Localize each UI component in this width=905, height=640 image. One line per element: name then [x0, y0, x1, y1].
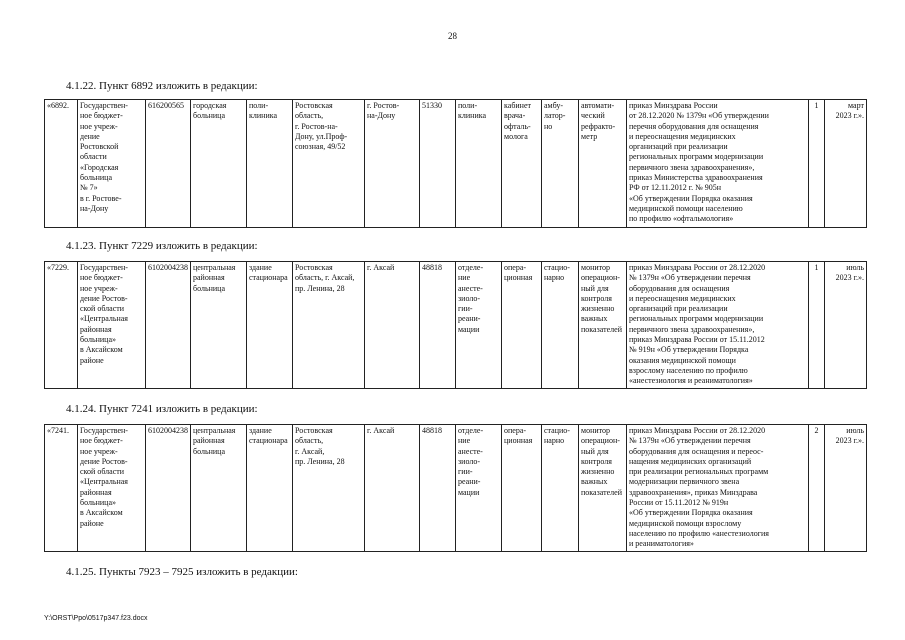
room: опера- ционная — [502, 262, 542, 389]
okato-code: 48818 — [420, 425, 456, 552]
quantity: 1 — [809, 100, 825, 228]
building: здание стационара — [247, 262, 293, 389]
organization-name: Государствен- ное бюджет- ное учреж- дение Ростовской области «Городская больница № 7» в г. Ростове- на-Дону — [78, 100, 146, 228]
delivery-date: июль 2023 г.». — [825, 262, 867, 389]
delivery-date: июль 2023 г.». — [825, 425, 867, 552]
quantity: 2 — [809, 425, 825, 552]
section-title-7229: 4.1.23. Пункт 7229 изложить в редакции: — [66, 240, 258, 252]
address: Ростовская область, г. Аксай, пр. Ленина, 28 — [293, 425, 365, 552]
care-form: амбу- латор- но — [542, 100, 579, 228]
locality: г. Аксай — [365, 262, 420, 389]
org-code: 6102004238 — [146, 425, 191, 552]
room: кабинет врача- офталь- молога — [502, 100, 542, 228]
department: отделе- ние анесте- зиоло- гии- реани- мации — [456, 262, 502, 389]
locality: г. Ростов- на-Дону — [365, 100, 420, 228]
page-number: 28 — [448, 31, 457, 41]
locality: г. Аксай — [365, 425, 420, 552]
facility-type: центральная районная больница — [191, 425, 247, 552]
delivery-date: март 2023 г.». — [825, 100, 867, 228]
equipment: монитор операцион- ный для контроля жизненно важных показателей — [579, 262, 627, 389]
item-number: «7229. — [45, 262, 78, 389]
equipment: автомати- ческий рефракто- метр — [579, 100, 627, 228]
section-title-7241: 4.1.24. Пункт 7241 изложить в редакции: — [66, 403, 258, 415]
care-form: стацио- нарно — [542, 262, 579, 389]
equipment: монитор операцион- ный для контроля жизненно важных показателей — [579, 425, 627, 552]
building: здание стационара — [247, 425, 293, 552]
okato-code: 48818 — [420, 262, 456, 389]
legal-basis: приказ Минздрава России от 28.12.2020 № 1379н «Об утверждении перечня оборудования для оснащения и переос- нащения медицинских организаций при реализации региональных программ модернизации первичного звена здравоохранения», приказ Минздрава России от 15.11.2012 № 919н «Об утверждении Порядка оказания медицинской помощи взрослому населению по профилю «анестезиология и реаниматология» — [627, 425, 809, 552]
facility-type: городская больница — [191, 100, 247, 228]
organization-name: Государствен- ное бюджет- ное учреж- дение Ростов- ской области «Центральная районная больница» в Аксайском районе — [78, 262, 146, 389]
address: Ростовская область, г. Ростов-на- Дону, ул.Проф- союзная, 49/52 — [293, 100, 365, 228]
address: Ростовская область, г. Аксай, пр. Ленина, 28 — [293, 262, 365, 389]
legal-basis: приказ Минздрава России от 28.12.2020 № 1379н «Об утверждении перечня оборудования для оснащения и переоснащения медицинских организаций при реализации региональных программ модернизации первичного звена здравоохранения», приказ Минздрава России от 15.11.2012 № 919н «Об утверждении Порядка оказания медицинской помощи взрослому населению по профилю «анестезиология и реаниматология» — [627, 262, 809, 389]
org-code: 6102004238 — [146, 262, 191, 389]
table-row — [45, 425, 867, 552]
department: отделе- ние анесте- зиоло- гии- реани- мации — [456, 425, 502, 552]
care-form: стацио- нарно — [542, 425, 579, 552]
organization-name: Государствен- ное бюджет- ное учреж- дение Ростов- ской области «Центральная районная больница» в Аксайском районе — [78, 425, 146, 552]
legal-basis: приказ Минздрава России от 28.12.2020 № 1379н «Об утверждении перечня оборудования для оснащения и переоснащения медицинских организаций при реализации региональных программ модернизации первичного звена здравоохранения», приказ Министерства здравоохранения РФ от 12.11.2012 г. № 905н «Об утверждении Порядка оказания медицинской помощи населению по профилю «офтальмология» — [627, 100, 809, 228]
facility-type: центральная районная больница — [191, 262, 247, 389]
table-7229 — [44, 261, 867, 389]
table-row — [45, 262, 867, 389]
section-title-7923: 4.1.25. Пункты 7923 – 7925 изложить в редакции: — [66, 566, 298, 578]
item-number: «6892. — [45, 100, 78, 228]
department: поли- клиника — [456, 100, 502, 228]
building: поли- клиника — [247, 100, 293, 228]
table-6892 — [44, 99, 867, 228]
section-title-6892: 4.1.22. Пункт 6892 изложить в редакции: — [66, 80, 258, 92]
okato-code: 51330 — [420, 100, 456, 228]
quantity: 1 — [809, 262, 825, 389]
table-7241 — [44, 424, 867, 552]
org-code: 616200565 — [146, 100, 191, 228]
file-path-footer: Y:\ORST\Ppo\0517p347.f23.docx — [44, 615, 148, 622]
table-row — [45, 100, 867, 228]
room: опера- ционная — [502, 425, 542, 552]
item-number: «7241. — [45, 425, 78, 552]
